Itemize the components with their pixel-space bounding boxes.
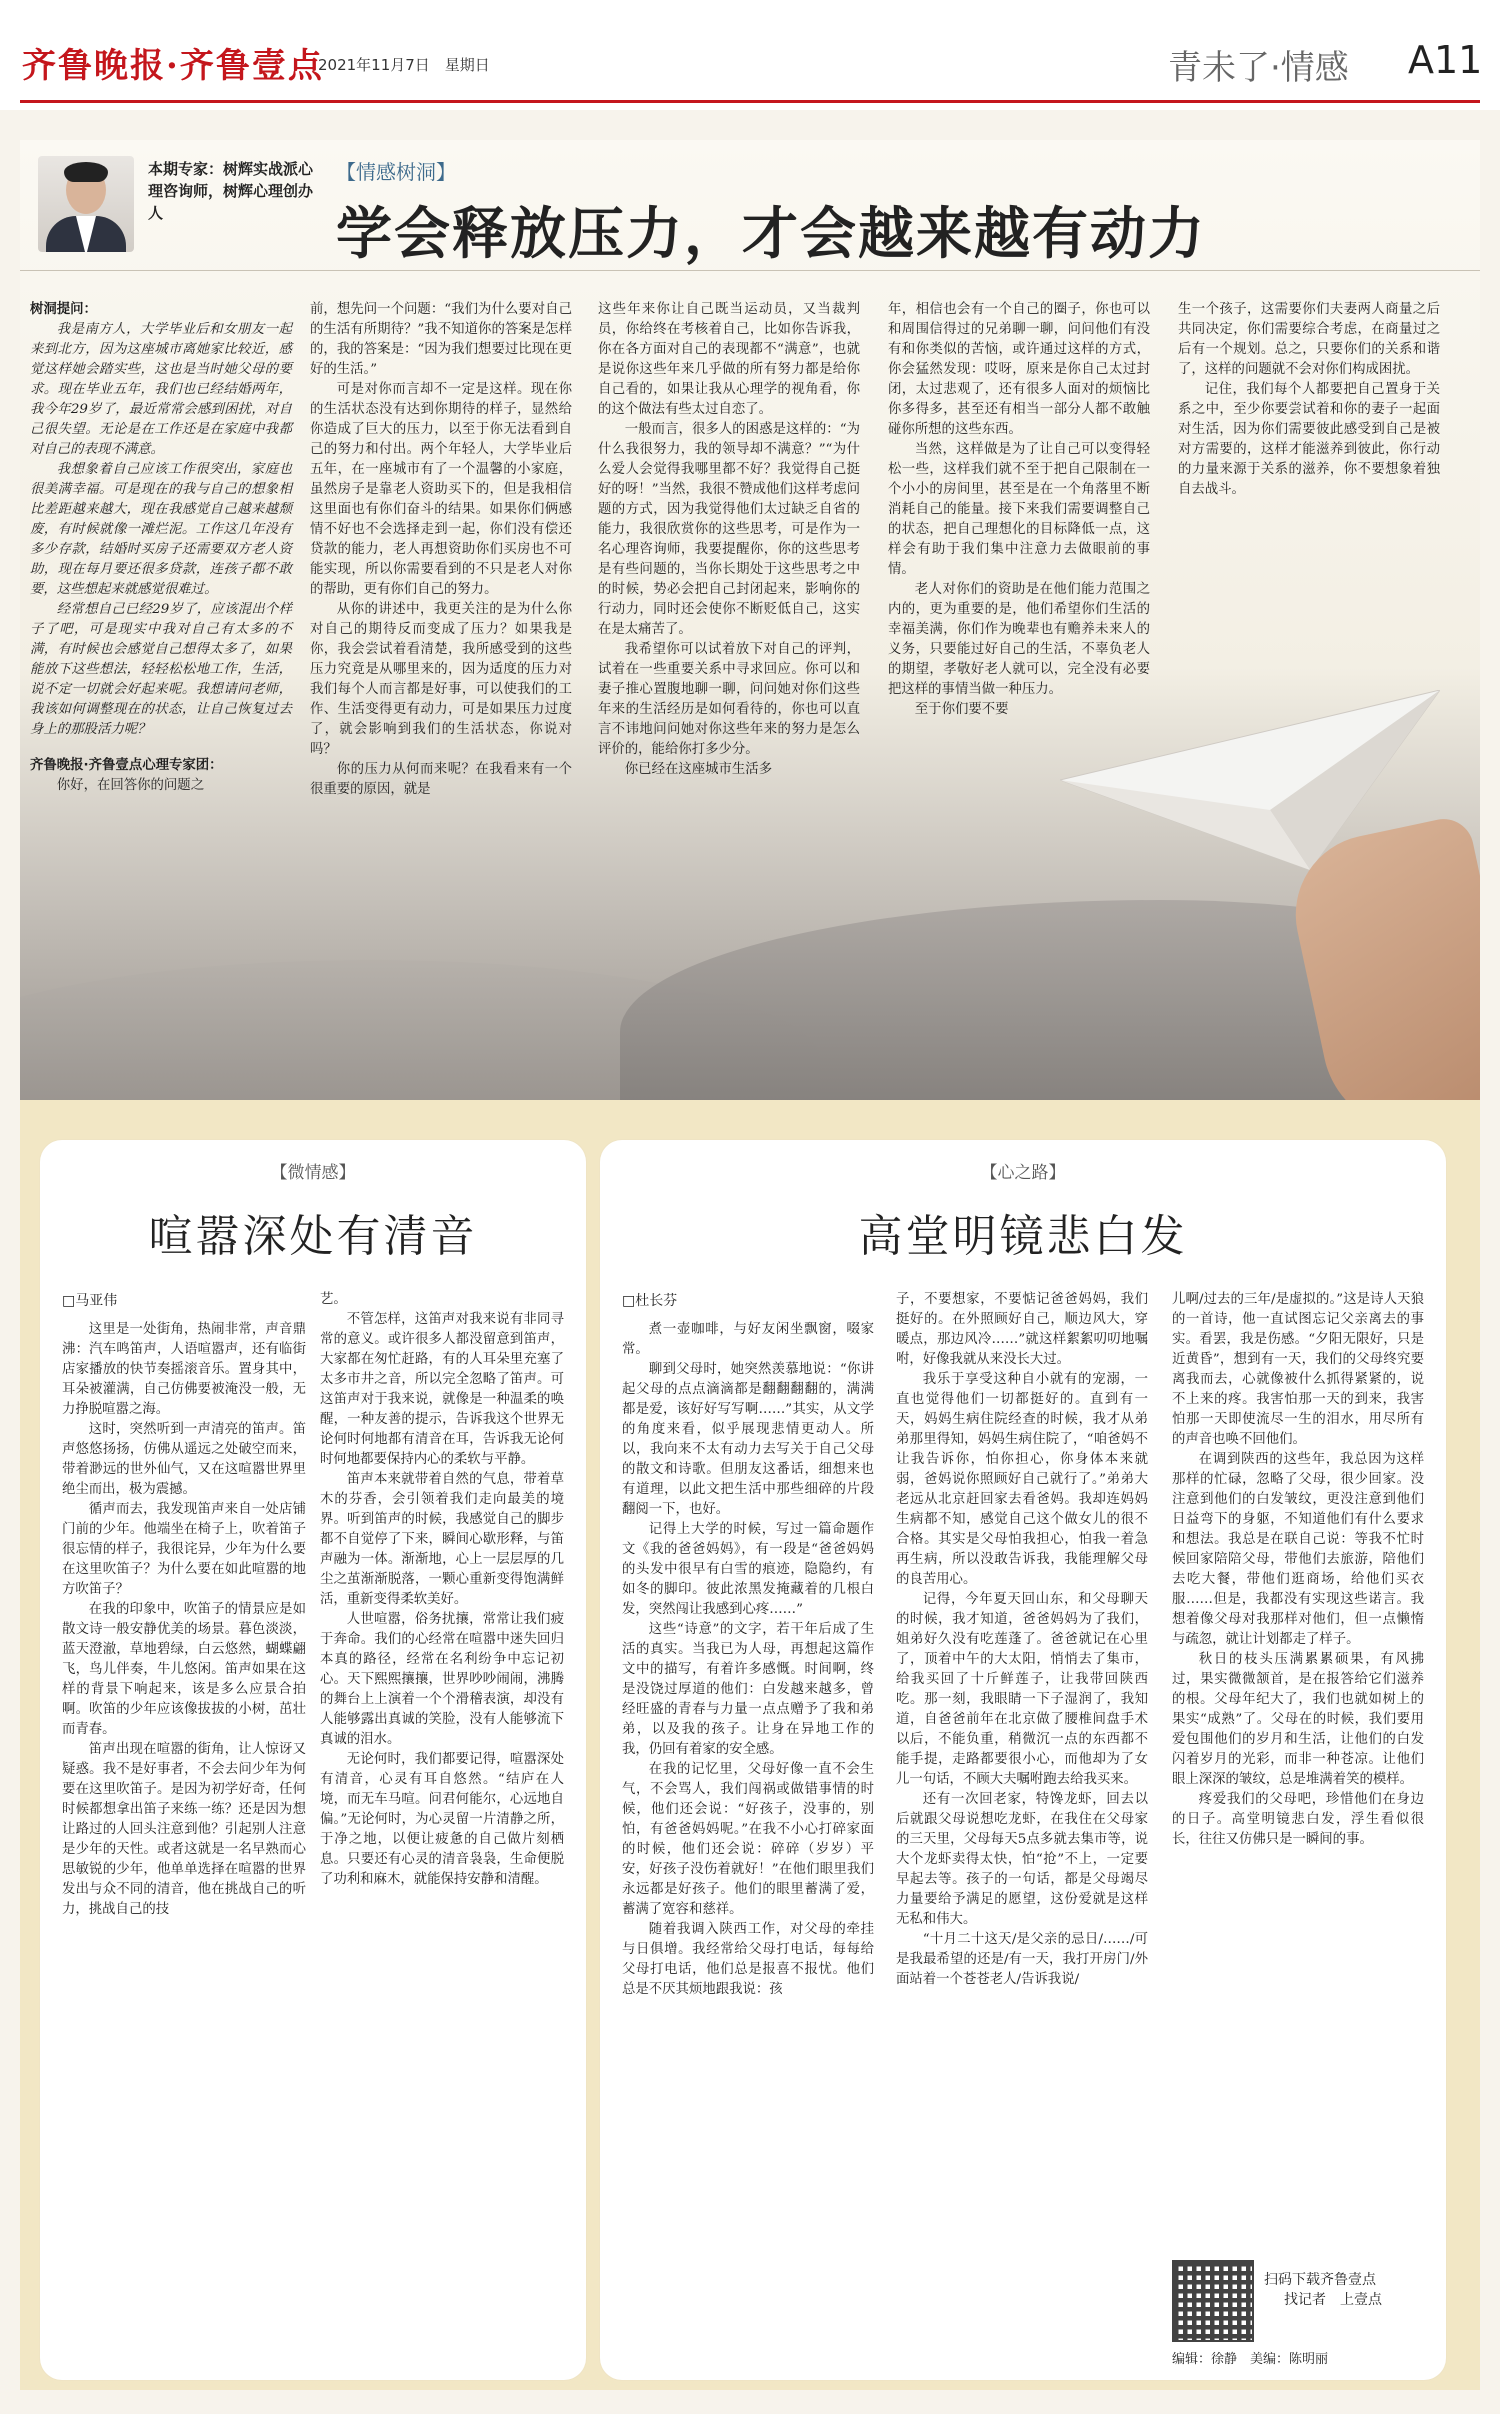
essay-paragraph: 煮一壶咖啡，与好友闲坐飘窗，啜家常。 [622,1322,874,1357]
section-name: 青未了·情感 [1168,48,1349,88]
essay-paragraph: 我乐于享受这种自小就有的宠溺，一直也觉得他们一切都挺好的。直到有一天，妈妈生病住院经查的时候，我才从弟弟那里得知，妈妈生病住院了，“咱爸妈不让我告诉你，怕你担心，你身体本来就弱，爸妈说你照顾好自己就行了。”弟弟大老远从北京赶回家去看爸妈。我却连妈妈生病都不知，感觉自己这个做女儿的很不合格。其实是父母怕我担心，怕我一着急再生病，所以没敢告诉我，我能理解父母的良苦用心。 [896,1372,1148,1587]
essay-tag: 【心之路】 [980,1163,1066,1183]
essay-tag: 【微情感】 [270,1163,356,1183]
essay-paragraph: “十月二十这天/是父亲的忌日/……/可是我最希望的还是/有一天，我打开房门/外面站着一个苍苍老人/告诉我说/ [896,1932,1148,1987]
essay-paragraph: 随着我调入陕西工作，对父母的牵挂与日俱增。我经常给父母打电话，每每给父母打电话，他们总是报喜不报忧。他们总是不厌其烦地跟我说：孩 [622,1922,874,1997]
essay-title: 高堂明镜悲白发 [858,1211,1188,1262]
answer-paragraph: 记住，我们每个人都要把自己置身于关系之中，至少你要尝试着和你的妻子一起面对生活，因为你们需要彼此感受到自己是被对方需要的，这样才能滋养到彼此，你行动的力量来源于关系的滋养，你不要想象着独自去战斗。 [1178,382,1440,497]
feature-column-5 [1178,300,1440,500]
answer-paragraph: 生一个孩子，这需要你们夫妻两人商量之后共同决定，你们需要综合考虑，在商量过之后有一个规划。总之，只要你们的关系和谐了，这样的问题就不会对你们构成困扰。 [1178,302,1440,377]
essay-paragraph: 记得，今年夏天回山东，和父母聊天的时候，我才知道，爸爸妈妈为了我们，姐弟好久没有吃莲蓬了。爸爸就记在心里了，顶着中午的大太阳，悄悄去了集市，给我买回了十斤鲜莲子，让我带回陕西吃。那一刻，我眼睛一下子湿润了，我知道，自爸爸前年在北京做了腰椎间盘手术以后，不能负重，稍微沉一点的东西都不能手提，走路都要很小心，而他却为了女儿一句话，不顾大夫嘱咐跑去给我买来。 [896,1592,1148,1787]
expert-intro: 本期专家：树辉实战派心理咨询师，树辉心理创办人 [148,160,314,222]
essay-paragraph: 在我的印象中，吹笛子的情景应是如散文诗一般安静优美的场景。暮色淡淡，蓝天澄澈，草地碧绿，白云悠然，蝴蝶翩飞，鸟儿伴奏，牛儿悠闲。笛声如果在这样的背景下响起来，该是多么应景合拍啊。吹笛的少年应该像拔拔的小树，茁壮而青春。 [62,1602,306,1737]
essay-paragraph: 在我的记忆里，父母好像一直不会生气，不会骂人，我们闯祸或做错事情的时候，他们还会说：“好孩子，没事的，别怕，有爸爸妈妈呢。”在我不小心打碎家面的时候，他们还会说：碎碎（岁岁）平安，好孩子没伤着就好！”在他们眼里我们永远都是好孩子。他们的眼里蓄满了爱，蓄满了宽容和慈祥。 [622,1762,874,1917]
masthead-rule [20,100,1480,103]
answer-paragraph: 你已经在这座城市生活多 [624,762,773,777]
feature-divider [20,270,1480,271]
essay-card-1 [40,1140,586,2380]
essay-paragraph: 这里是一处街角，热闹非常，声音鼎沸：汽车鸣笛声，人语喧嚣声，还有临街店家播放的快节奏摇滚音乐。置身其中，耳朵被灌满，自己仿佛要被淹没一般，无力挣脱喧嚣之海。 [62,1322,306,1417]
essay-paragraph: 笛声出现在喧嚣的街角，让人惊讶又疑惑。我不是好事者，不会去问少年为何要在这里吹笛子。是因为初学好奇，任何时候都想拿出笛子来练一练？还是因为想让路过的人回头注意到他？引起别人注意是少年的天性。或者这就是一名早熟而心思敏锐的少年，他单单选择在喧嚣的世界发出与众不同的清音，他在挑战自己的听力，挑战自己的技 [62,1742,306,1917]
essay-paragraph: 艺。 [320,1292,347,1307]
essay1-column-1 [62,1320,306,1920]
feature-column-2 [310,300,572,800]
newspaper-logo: 齐鲁晚报·齐鲁壹点 [22,46,324,86]
essay-paragraph: 聊到父母时，她突然羡慕地说：“你讲起父母的点点滴滴都是翻翻翻翻的，满满都是爱，该好好写写啊……”其实，从文学的角度来看，似乎展现悲情更动人。所以，我向来不太有动力去写关于自己父母的散文和诗歌。但朋友这番话，细想来也有道理，以此文把生活中那些细碎的片段翻阅一下，也好。 [622,1362,874,1517]
essay-paragraph: 不管怎样，这笛声对我来说有非同寻常的意义。或许很多人都没留意到笛声，大家都在匆忙赶路，有的人耳朵里充塞了太多市井之音，所以完全忽略了笛声。可这笛声对于我来说，就像是一种温柔的唤醒，一种友善的提示，告诉我这个世界无论何时何地都有清音在耳，告诉我无论何时何地都要保持内心的柔软与平静。 [320,1312,564,1467]
answer-paragraph: 从你的讲述中，我更关注的是为什么你对自己的期待反而变成了压力？如果我是你，我会尝试着看清楚，我所感受到的这些压力究竟是从哪里来的，因为适度的压力对我们每个人而言都是好事，可以使我们的工作、生活变得更有动力，可是如果压力过度了，就会影响到我们的生活状态，你说对吗？ [310,602,572,757]
essay-paragraph: 子，不要想家，不要惦记爸爸妈妈，我们挺好的。在外照顾好自己，顺边风大，穿暖点，那边风冷……”就这样絮絮叨叨地嘱咐，好像我就从来没长大过。 [896,1292,1148,1367]
question-label: 树洞提问： [30,302,97,317]
expert-avatar [38,156,134,252]
answer-paragraph: 当然，这样做是为了让自己可以变得轻松一些，这样我们就不至于把自己限制在一个小小的房间里，甚至是在一个角落里不断消耗自己的能量。接下来我们需要调整自己的状态，把自己理想化的目标降低一点，这样会有助于我们集中注意力去做眼前的事情。 [888,442,1150,577]
essay-paragraph: 疼爱我们的父母吧，珍惜他们在身边的日子。高堂明镜悲白发，浮生看似很长，往往又仿佛只是一瞬间的事。 [1172,1792,1424,1847]
essay1-column-2 [320,1290,564,1890]
question-paragraph: 经常想自己已经29岁了，应该混出个样子了吧，可是现实中我对自己有太多的不满，有时候也会感觉自己想得太多了，如果能放下这些想法，轻轻松松地工作，生活，说不定一切就会好起来呢。我想请问老师，我该如何调整现在的状态，让自己恢复过去身上的那股活力呢？ [30,602,292,737]
answer-paragraph: 至于你们要不要 [914,702,1009,717]
page-number: A11 [1408,38,1483,82]
question-paragraph: 我是南方人，大学毕业后和女朋友一起来到北方，因为这座城市离她家比较近，感觉这样她会踏实些，这也是当时她父母的要求。现在毕业五年，我们也已经结婚两年，我今年29岁了，最近常常会感到困扰，对自己很失望。无论是在工作还是在家庭中我都对自己的表现不满意。 [30,322,292,457]
feature-column-3 [598,300,860,780]
feature-column-1 [30,300,292,796]
essay-paragraph: 人世喧嚣，俗务扰攘，常常让我们疲于奔命。我们的心经常在喧嚣中迷失回归本真的路径，经常在名利纷争中忘记初心。天下熙熙攘攘，世界吵吵闹闹，沸腾的舞台上上演着一个个滑稽表演，却没有人能够露出真诚的笑脸，没有人能够流下真诚的泪水。 [320,1612,564,1747]
masthead [0,0,1500,110]
answer-paragraph: 你好，在回答你的问题之 [56,778,205,793]
feature-headline: 学会释放压力，才会越来越有动力 [336,202,1206,267]
essay-paragraph: 在调到陕西的这些年，我总因为这样那样的忙碌，忽略了父母，很少回家。没注意到他们的白发皱纹，更没注意到他们日益弯下的身躯，不知道他们有什么要求和想法。我总是在联自己说：等我不忙时候回家陪陪父母，带他们去旅游，陪他们去吃大餐，带他们逛商场，给他们买衣服……但是，我都没有实现这些诺言。我想着像父母对我那样对他们，但一点懒惰与疏忽，就让计划都走了样子。 [1172,1452,1424,1647]
essay-paragraph: 记得上大学的时候，写过一篇命题作文《我的爸爸妈妈》，有一段是“爸爸妈妈的头发中很早有白雪的痕迹，隐隐约，有如冬的脚印。彼此浓黑发掩藏着的几根白发，突然闯让我感到心疼……” [622,1522,874,1617]
expert-box [38,150,318,255]
essay-paragraph: 这些“诗意”的文字，若干年后成了生活的真实。当我已为人母，再想起这篇作文中的描写，有着许多感慨。时间啊，终是没饶过厚道的他们：白发越来越多，曾经旺盛的青春与力量一点点赠予了我和弟弟，以及我的孩子。让身在异地工作的我，仍回有着家的安全感。 [622,1622,874,1757]
essay-paragraph: 还有一次回老家，特馋龙虾，回去以后就跟父母说想吃龙虾，在我住在父母家的三天里，父母每天5点多就去集市等，说大个龙虾卖得太快，怕“抢”不上，一定要早起去等。孩子的一句话，都是父母竭尽力量要给予满足的愿望，这份爱就是这样无私和伟大。 [896,1792,1148,1927]
essay-author: □马亚伟 [62,1293,118,1309]
question-paragraph: 我想象着自己应该工作很突出，家庭也很美满幸福。可是现在的我与自己的想象相比差距越来越大，现在我感觉自己越来越颓废，有时候就像一滩烂泥。工作这几年没有多少存款，结婚时买房子还需要双方老人资助，现在每月要还很多贷款，连孩子都不敢要，这些想起来就感觉很难过。 [30,462,292,597]
essay2-column-3 [1172,1290,1424,1850]
essay-paragraph: 秋日的枝头压满累累硕果，有风拂过，果实微微颔首，是在报答给它们滋养的根。父母年纪大了，我们也就如树上的果实“成熟”了。父母在的时候，我们要用爱包围他们的岁月和生活，让他们的白发闪着岁月的光彩，而非一种苍凉。让他们眼上深深的皱纹，总是堆满着笑的模样。 [1172,1652,1424,1787]
feature-section [20,140,1480,1100]
issue-date: 2021年11月7日 星期日 [318,56,490,74]
answer-paragraph: 老人对你们的资助是在他们能力范围之内的，更为重要的是，他们希望你们生活的幸福美满，你们作为晚辈也有赡养未来人的义务，只要能过好自己的生活，不辜负老人的期望，孝敬好老人就可以，完全没有必要把这样的事情当做一种压力。 [888,582,1150,697]
essay-title: 喧嚣深处有清音 [148,1211,478,1262]
answer-paragraph: 你的压力从何而来呢？在我看来有一个很重要的原因，就是 [310,762,572,797]
essay2-column-1 [622,1320,874,2000]
qr-caption [1264,2270,1382,2310]
answer-signature: 齐鲁晚报·齐鲁壹点心理专家团： [30,758,223,773]
answer-paragraph: 我希望你可以试着放下对自己的评判，试着在一些重要关系中寻求回应。你可以和妻子推心置腹地聊一聊，问问她对你们这些年来的生活经历是如何看待的，你也可以直言不讳地问问她对你这些年来的努力是怎么评价的，能给你打多少分。 [598,642,860,757]
essay-paragraph: 循声而去，我发现笛声来自一处店铺门前的少年。他端坐在椅子上，吹着笛子很忘情的样子，我很诧异，少年为什么要在这里吹笛子？为什么要在如此喧嚣的地方吹笛子？ [62,1502,306,1597]
feature-column-4 [888,300,1150,720]
editor-credits: 编辑：徐静 美编：陈明丽 [1172,2352,1329,2367]
qr-caption-line: 找记者 上壹点 [1284,2292,1382,2308]
qr-code-icon[interactable] [1172,2260,1254,2342]
essay2-column-2 [896,1290,1148,1990]
essay-paragraph: 这时，突然听到一声清亮的笛声。笛声悠悠扬扬，仿佛从遥远之处破空而来，带着渺远的世外仙气，又在这喧嚣世界里绝尘而出，极为震撼。 [62,1422,306,1497]
essay-card-2 [600,1140,1446,2380]
qr-caption-line: 扫码下载齐鲁壹点 [1264,2272,1376,2288]
answer-paragraph: 年，相信也会有一个自己的圈子，你也可以和周围信得过的兄弟聊一聊，问问他们有没有和你类似的苦恼，或许通过这样的方式，你会猛然发现：哎呀，原来是你自己太过封闭，太过悲观了，还有很多人面对的烦恼比你多得多，甚至还有相当一部分人都不敢触碰你所想的这些东西。 [888,302,1150,437]
answer-paragraph: 可是对你而言却不一定是这样。现在你的生活状态没有达到你期待的样子，显然给你造成了巨大的压力，以至于你无法看到自己的努力和付出。两个年轻人，大学毕业后五年，在一座城市有了一个温馨的小家庭，虽然房子是靠老人资助买下的，但是我相信这里面也有你们奋斗的结果。如果你们俩感情不好也不会选择走到一起，你们没有偿还贷款的能力，老人再想资助你们买房也不可能实现，所以你需要看到的不只是老人对你的帮助，更有你们自己的努力。 [310,382,572,597]
essay-paragraph: 无论何时，我们都要记得，喧嚣深处有清音，心灵有耳自悠然。“结庐在人境，而无车马喧。问君何能尔，心远地自偏。”无论何时，为心灵留一片清静之所，于净之地，以便让疲惫的自己做片刻栖息。只要还有心灵的清音袅袅，生命便脱了功利和麻木，就能保持安静和清醒。 [320,1752,564,1887]
essay-author: □杜长芬 [622,1293,678,1309]
feature-kicker: 【情感树洞】 [336,160,456,184]
answer-paragraph: 前，想先问一个问题：“我们为什么要对自己的生活有所期待？”我不知道你的答案是怎样的，我的答案是：“因为我们想要过比现在更好的生活。” [310,302,572,377]
answer-paragraph: 这些年来你让自己既当运动员，又当裁判员，你给终在考核着自己，比如你告诉我，你在各方面对自己的表现都不“满意”，也就是说你这些年来几乎做的所有努力都是给你自己看的，如果让我从心理学的视角看，你的这个做法有些太过自恋了。 [598,302,860,417]
essay-paragraph: 笛声本来就带着自然的气息，带着草木的芬香，会引领着我们走向最美的境界。听到笛声的时候，我感觉自己的脚步都不自觉停了下来，瞬间心歇形释，与笛声融为一体。渐渐地，心上一层层厚的几尘之茧渐渐脱落，一颗心重新变得饱满鲜活，重新变得柔软美好。 [320,1472,564,1607]
answer-paragraph: 一般而言，很多人的困惑是这样的：“为什么我很努力，我的领导却不满意？”“为什么爱人会觉得我哪里都不好？我觉得自己挺好的呀！”当然，我很不赞成他们这样考虑问题的方式，因为我觉得他们太过缺乏自省的能力，我很欣赏你的这些思考，可是作为一名心理咨询师，我要提醒你，你的这些思考是有些问题的，当你长期处于这些思考之中的时候，势必会把自己封闭起来，影响你的行动力，同时还会使你不断贬低自己，这实在是太痛苦了。 [598,422,860,637]
essay-paragraph: 儿啊/过去的三年/是虚拟的。”这是诗人天狼的一首诗，他一直试图忘记父亲离去的事实。看罢，我是伤感。“夕阳无限好，只是近黄昏”，想到有一天，我们的父母终究要离我而去，心就像被什么抓得紧紧的，说不上来的疼。我害怕那一天的到来，我害怕那一天即使流尽一生的泪水，用尽所有的声音也唤不回他们。 [1172,1292,1424,1447]
